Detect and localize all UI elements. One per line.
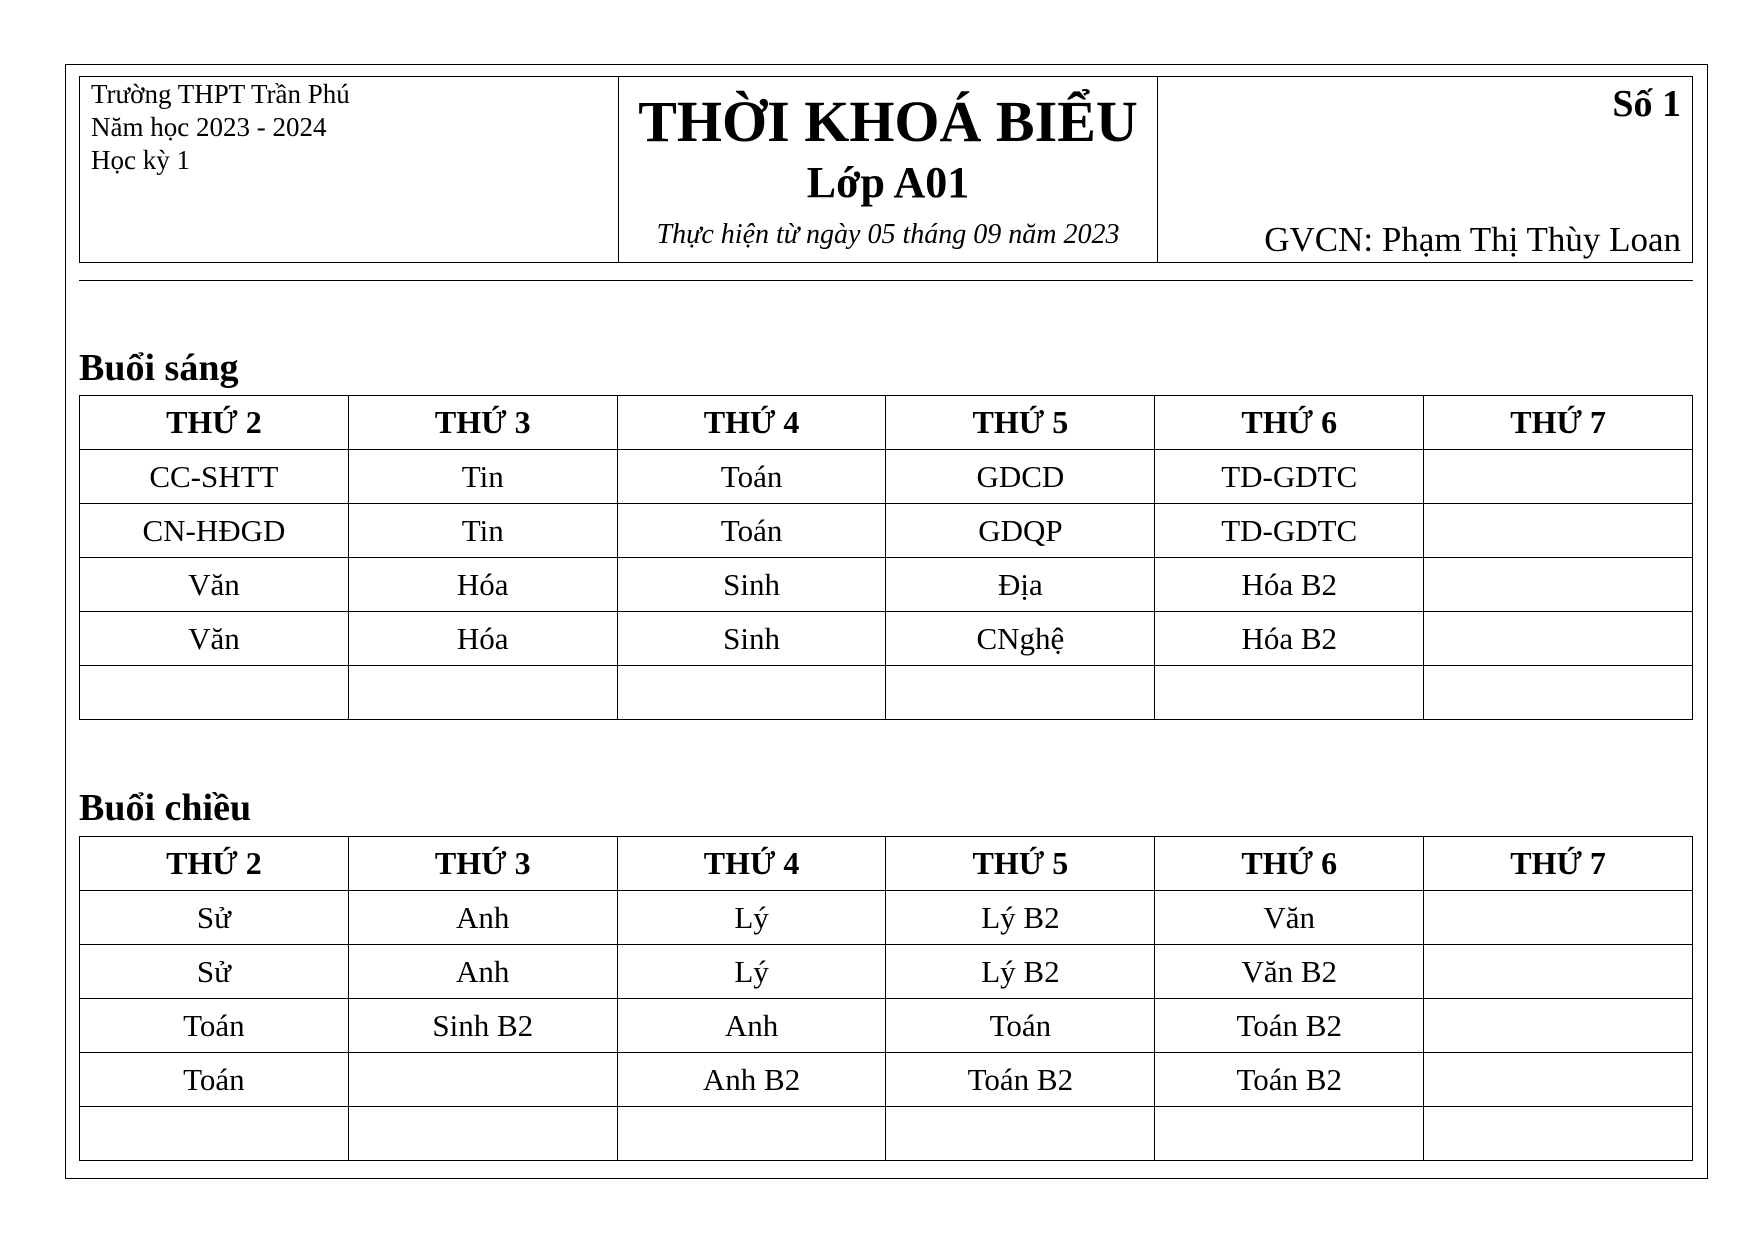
subject-cell: Văn B2 bbox=[1155, 945, 1424, 999]
subject-cell: Văn bbox=[80, 558, 349, 612]
subject-cell: Toán bbox=[80, 1053, 349, 1107]
subject-cell bbox=[1424, 504, 1693, 558]
day-header-row bbox=[80, 396, 1693, 450]
subject-cell: Lý bbox=[617, 891, 886, 945]
subject-cell bbox=[1424, 945, 1693, 999]
subject-cell bbox=[80, 1107, 349, 1161]
subject-cell: Toán B2 bbox=[886, 1053, 1155, 1107]
number-block bbox=[1158, 77, 1692, 262]
subject-cell: Lý bbox=[617, 945, 886, 999]
subject-cell bbox=[886, 666, 1155, 720]
school-name: Trường THPT Trần Phú bbox=[91, 79, 350, 109]
subject-cell: Sử bbox=[80, 945, 349, 999]
subject-cell: Hóa B2 bbox=[1155, 612, 1424, 666]
effective-date: Thực hiện từ ngày 05 tháng 09 năm 2023 bbox=[656, 219, 1120, 250]
subject-cell: Hóa bbox=[348, 612, 617, 666]
subject-cell: Toán bbox=[617, 504, 886, 558]
subject-cell: Toán bbox=[886, 999, 1155, 1053]
subject-cell bbox=[886, 1107, 1155, 1161]
subject-cell bbox=[1424, 891, 1693, 945]
day-header: THỨ 6 bbox=[1155, 396, 1424, 450]
subject-cell: Địa bbox=[886, 558, 1155, 612]
document-title: THỜI KHOÁ BIỂU bbox=[638, 89, 1138, 154]
day-header: THỨ 4 bbox=[617, 837, 886, 891]
table-row bbox=[80, 558, 1693, 612]
subject-cell: Anh bbox=[617, 999, 886, 1053]
subject-cell: Sinh B2 bbox=[348, 999, 617, 1053]
school-info bbox=[80, 77, 619, 262]
class-name: Lớp A01 bbox=[806, 158, 970, 207]
subject-cell bbox=[617, 666, 886, 720]
subject-cell bbox=[1424, 1107, 1693, 1161]
subject-cell: Hóa B2 bbox=[1155, 558, 1424, 612]
subject-cell: Anh bbox=[348, 891, 617, 945]
subject-cell: Toán bbox=[80, 999, 349, 1053]
subject-cell bbox=[1155, 666, 1424, 720]
subject-cell: TD-GDTC bbox=[1155, 450, 1424, 504]
day-header: THỨ 3 bbox=[348, 837, 617, 891]
subject-cell: Anh bbox=[348, 945, 617, 999]
subject-cell: Tin bbox=[348, 504, 617, 558]
table-row bbox=[80, 1107, 1693, 1161]
homeroom-teacher: GVCN: Phạm Thị Thùy Loan bbox=[1264, 220, 1681, 259]
table-row bbox=[80, 945, 1693, 999]
subject-cell: Toán B2 bbox=[1155, 1053, 1424, 1107]
day-header: THỨ 2 bbox=[80, 396, 349, 450]
subject-cell bbox=[1424, 1053, 1693, 1107]
subject-cell bbox=[1424, 612, 1693, 666]
subject-cell bbox=[1424, 999, 1693, 1053]
subject-cell: Toán B2 bbox=[1155, 999, 1424, 1053]
subject-cell: GDCD bbox=[886, 450, 1155, 504]
subject-cell: Anh B2 bbox=[617, 1053, 886, 1107]
table-row bbox=[80, 666, 1693, 720]
document-number: Số 1 bbox=[1612, 83, 1681, 125]
day-header: THỨ 2 bbox=[80, 837, 349, 891]
subject-cell: Văn bbox=[80, 612, 349, 666]
document-header bbox=[79, 76, 1693, 263]
subject-cell: Lý B2 bbox=[886, 945, 1155, 999]
subject-cell bbox=[348, 1107, 617, 1161]
table-row bbox=[80, 1053, 1693, 1107]
afternoon-title: Buổi chiều bbox=[79, 787, 252, 829]
subject-cell: Hóa bbox=[348, 558, 617, 612]
subject-cell bbox=[80, 666, 349, 720]
day-header: THỨ 5 bbox=[886, 837, 1155, 891]
subject-cell: CNghệ bbox=[886, 612, 1155, 666]
day-header-row bbox=[80, 837, 1693, 891]
subject-cell: Toán bbox=[617, 450, 886, 504]
subject-cell bbox=[1424, 450, 1693, 504]
table-row bbox=[80, 450, 1693, 504]
day-header: THỨ 7 bbox=[1424, 396, 1693, 450]
day-header: THỨ 4 bbox=[617, 396, 886, 450]
school-year: Năm học 2023 - 2024 bbox=[91, 112, 327, 142]
table-row bbox=[80, 999, 1693, 1053]
subject-cell: Tin bbox=[348, 450, 617, 504]
afternoon-timetable bbox=[79, 836, 1693, 1161]
morning-timetable bbox=[79, 395, 1693, 720]
table-row bbox=[80, 504, 1693, 558]
day-header: THỨ 3 bbox=[348, 396, 617, 450]
subject-cell: CC-SHTT bbox=[80, 450, 349, 504]
subject-cell: Sử bbox=[80, 891, 349, 945]
subject-cell bbox=[348, 666, 617, 720]
subject-cell bbox=[1424, 666, 1693, 720]
morning-title: Buổi sáng bbox=[79, 347, 239, 389]
subject-cell: Sinh bbox=[617, 558, 886, 612]
subject-cell: Sinh bbox=[617, 612, 886, 666]
subject-cell bbox=[1424, 558, 1693, 612]
subject-cell: Văn bbox=[1155, 891, 1424, 945]
subject-cell: GDQP bbox=[886, 504, 1155, 558]
table-row bbox=[80, 612, 1693, 666]
subject-cell: CN-HĐGD bbox=[80, 504, 349, 558]
day-header: THỨ 6 bbox=[1155, 837, 1424, 891]
subject-cell bbox=[1155, 1107, 1424, 1161]
day-header: THỨ 5 bbox=[886, 396, 1155, 450]
subject-cell: TD-GDTC bbox=[1155, 504, 1424, 558]
table-row bbox=[80, 891, 1693, 945]
subject-cell bbox=[617, 1107, 886, 1161]
subject-cell: Lý B2 bbox=[886, 891, 1155, 945]
header-divider bbox=[79, 280, 1693, 281]
title-block bbox=[619, 77, 1158, 262]
semester: Học kỳ 1 bbox=[91, 145, 190, 175]
subject-cell bbox=[348, 1053, 617, 1107]
day-header: THỨ 7 bbox=[1424, 837, 1693, 891]
